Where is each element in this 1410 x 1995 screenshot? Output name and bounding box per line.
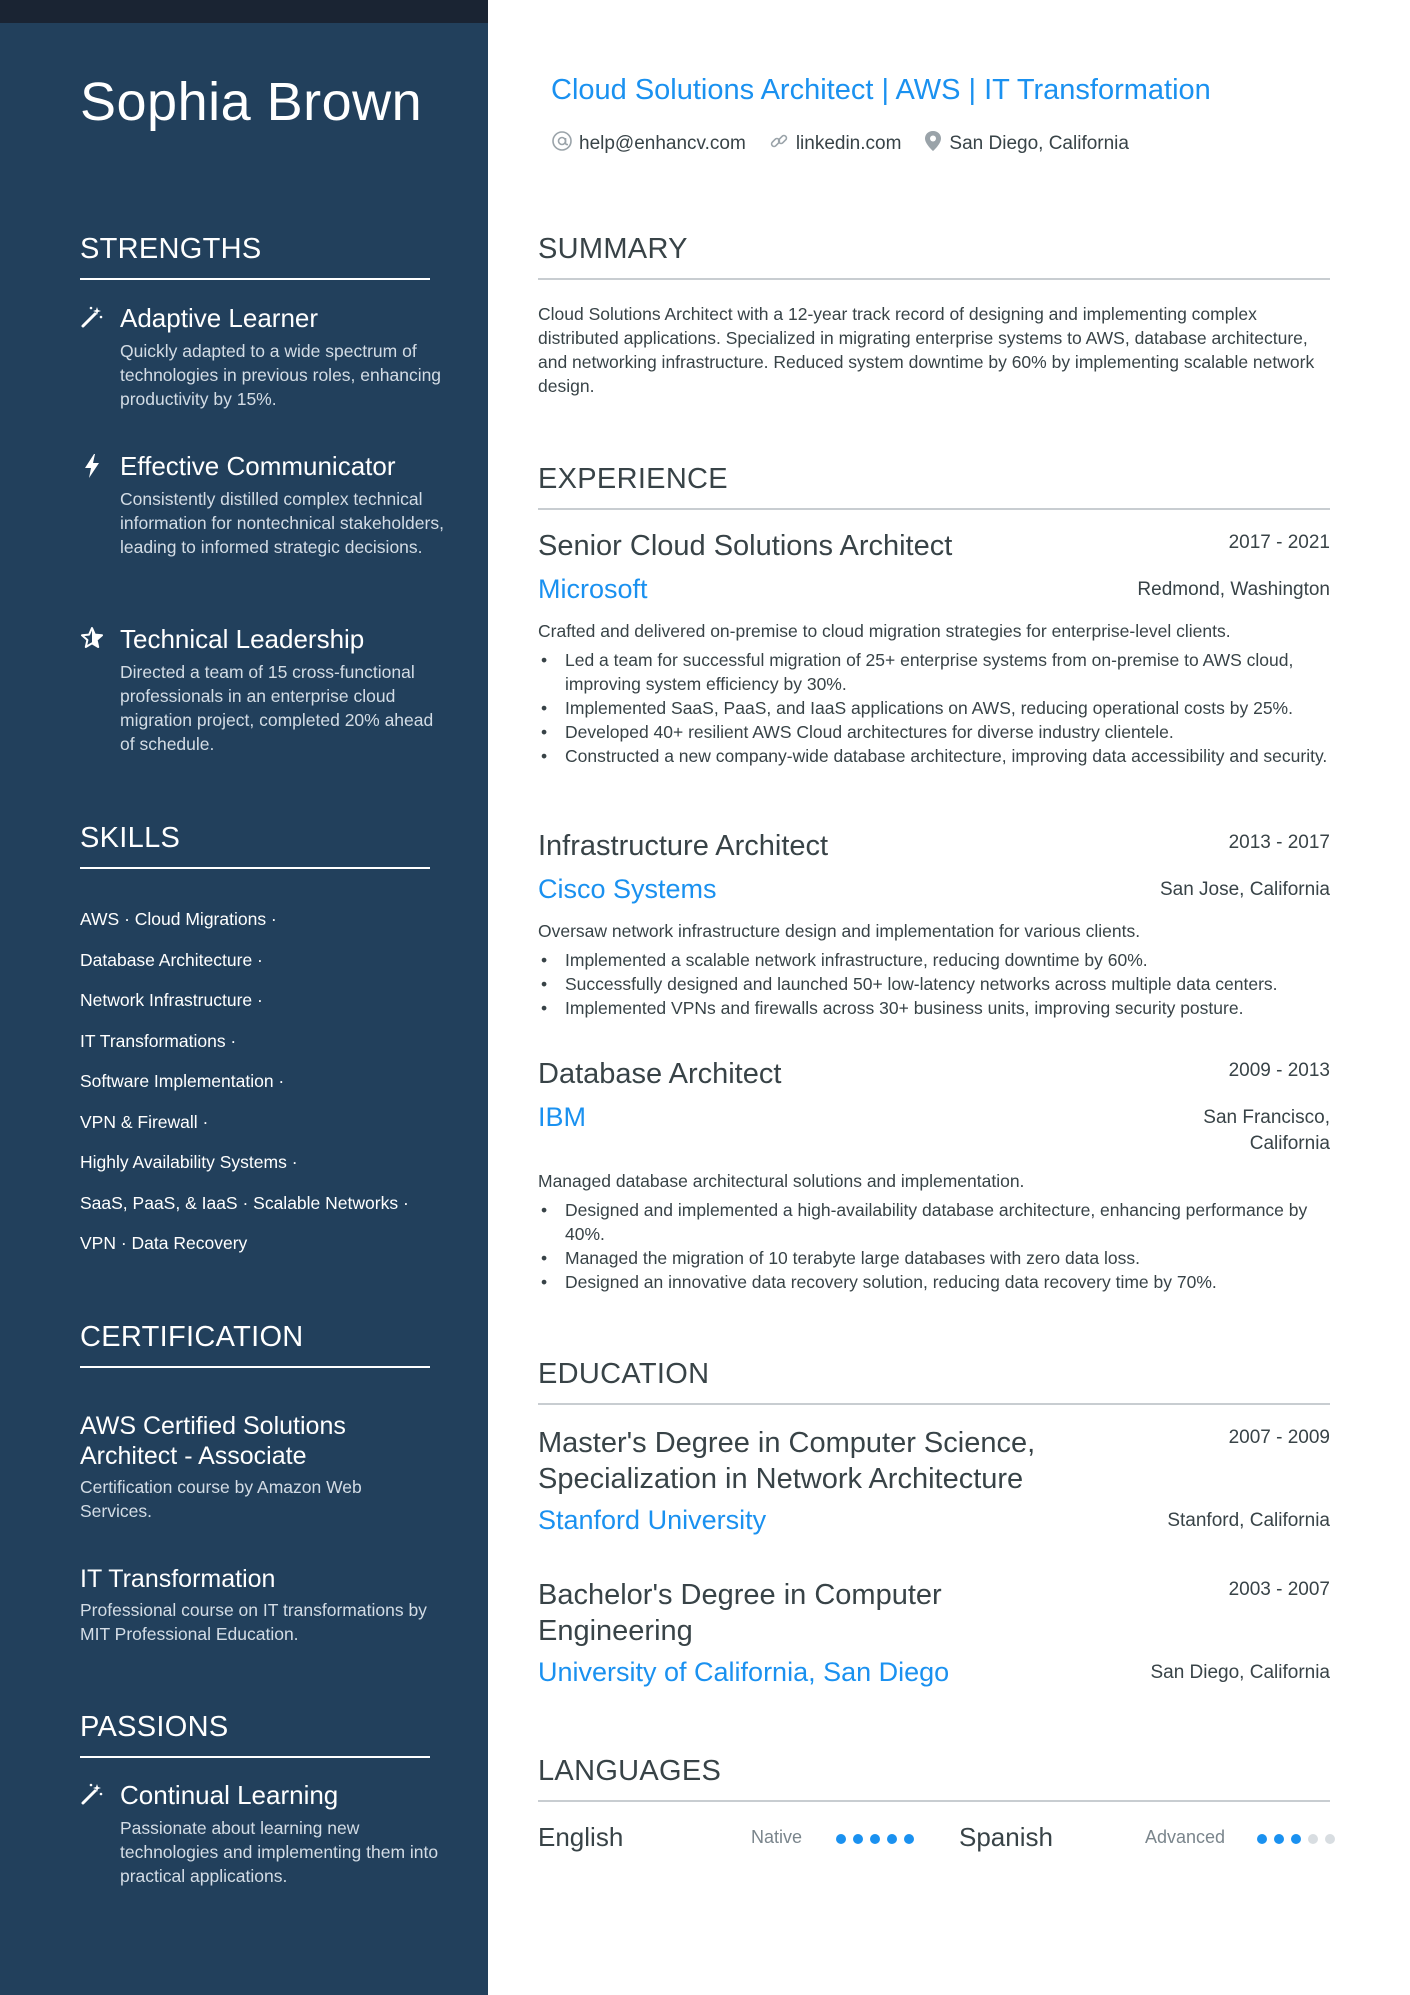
sidebar — [0, 0, 488, 1995]
degree-title — [538, 1425, 1035, 1497]
job-dates: 2017 - 2021 — [1228, 532, 1330, 553]
experience-entry — [538, 830, 1330, 1020]
certification-title: AWS Certified Solutions Architect - Associate — [80, 1412, 346, 1470]
strength-title: Effective Communicator — [120, 451, 396, 481]
school-location: San Diego, California — [1150, 1662, 1330, 1683]
skill-line: IT Transformations · — [80, 1030, 237, 1051]
passion-title: Continual Learning — [120, 1780, 339, 1810]
location-pin-icon — [923, 130, 949, 158]
contact-linkedin[interactable] — [768, 130, 902, 158]
job-title: Senior Cloud Solutions Architect — [538, 530, 953, 562]
passion-desc: Passionate about learning new technologies and implementing them into practical applications. — [120, 1818, 439, 1886]
education-entry — [538, 1425, 1330, 1555]
email-text: help@enhancv.com — [579, 133, 746, 154]
job-dates: 2009 - 2013 — [1228, 1060, 1330, 1081]
job-description: Managed database architectural solutions and implementation. — [538, 1171, 1025, 1191]
job-bullet: • Designed and implemented a high-availability database architecture, enhancing performance by 40%. — [538, 1198, 1330, 1246]
job-bullets — [538, 648, 1330, 768]
magic-wand-icon — [80, 1782, 104, 1808]
summary-heading: SUMMARY — [538, 233, 1330, 280]
rating-dot-filled — [870, 1834, 880, 1844]
certification-desc: Professional course on IT transformations by MIT Professional Education. — [80, 1600, 427, 1644]
job-location-line: San Francisco, — [1203, 1107, 1330, 1128]
education-dates: 2007 - 2009 — [1228, 1427, 1330, 1448]
job-bullet: • Developed 40+ resilient AWS Cloud architectures for diverse industry clientele. — [538, 720, 1330, 744]
experience-heading: EXPERIENCE — [538, 463, 1330, 510]
main-content — [538, 0, 1330, 1995]
language-level: Advanced — [1145, 1827, 1226, 1847]
certification-heading: CERTIFICATION — [80, 1321, 430, 1368]
job-location: Redmond, Washington — [1137, 579, 1330, 600]
degree-line: Specialization in Network Architecture — [538, 1463, 1024, 1495]
skills-list — [80, 909, 440, 1274]
job-title: Database Architect — [538, 1058, 782, 1090]
skill-line: Network Infrastructure · — [80, 990, 263, 1010]
job-bullets — [538, 1198, 1330, 1294]
rating-dot-filled — [1291, 1834, 1301, 1844]
language-level: Native — [751, 1827, 803, 1847]
languages-row — [538, 1822, 1330, 1858]
strength-desc: Consistently distilled complex technical information for nontechnical stakeholders, leading to informed strategic decisions. — [120, 489, 444, 557]
languages-heading: LANGUAGES — [538, 1755, 1330, 1802]
degree-line: Bachelor's Degree in Computer — [538, 1579, 942, 1611]
experience-entry — [538, 530, 1330, 800]
rating-dot-empty — [1308, 1834, 1318, 1844]
job-description: Oversaw network infrastructure design and implementation for various clients. — [538, 921, 1141, 941]
certification-title: IT Transformation — [80, 1565, 276, 1593]
contact-email[interactable] — [551, 130, 746, 158]
skill-line: Software Implementation · — [80, 1071, 285, 1091]
rating-dot-filled — [1274, 1834, 1284, 1844]
language-name: English — [538, 1822, 624, 1852]
language-name: Spanish — [959, 1822, 1053, 1852]
job-location-line: California — [1249, 1133, 1330, 1154]
job-bullet: • Managed the migration of 10 terabyte large databases with zero data loss. — [538, 1246, 1330, 1270]
at-sign-icon — [551, 130, 579, 158]
passions-heading: PASSIONS — [80, 1711, 430, 1758]
job-bullet: • Constructed a new company-wide database architecture, improving data accessibility and security. — [538, 744, 1330, 768]
degree-title — [538, 1577, 942, 1649]
star-icon — [80, 626, 104, 652]
job-dates: 2013 - 2017 — [1228, 832, 1330, 853]
education-dates: 2003 - 2007 — [1228, 1579, 1330, 1600]
education-heading: EDUCATION — [538, 1358, 1330, 1405]
language-rating — [836, 1834, 921, 1844]
strength-desc: Quickly adapted to a wide spectrum of technologies in previous roles, enhancing productivity by 15%. — [120, 341, 442, 409]
job-bullet: • Implemented a scalable network infrastructure, reducing downtime by 60%. — [538, 948, 1330, 972]
job-location — [1203, 1105, 1330, 1157]
lightning-bolt-icon — [80, 453, 104, 479]
job-bullets — [538, 948, 1330, 1020]
skill-line: VPN & Firewall · — [80, 1111, 209, 1132]
certification-item — [80, 1411, 430, 1523]
degree-line: Engineering — [538, 1615, 693, 1647]
job-description: Crafted and delivered on-premise to cloud migration strategies for enterprise-level clients. — [538, 621, 1231, 641]
headline: Cloud Solutions Architect | AWS | IT Transformation — [551, 74, 1211, 106]
candidate-name: Sophia Brown — [80, 72, 423, 132]
certification-item — [80, 1564, 430, 1646]
job-bullet: • Implemented SaaS, PaaS, and IaaS applications on AWS, reducing operational costs by 25%. — [538, 696, 1330, 720]
strengths-heading: STRENGTHS — [80, 233, 430, 280]
job-bullet: • Designed an innovative data recovery solution, reducing data recovery time by 70%. — [538, 1270, 1330, 1294]
education-entry — [538, 1577, 1330, 1707]
rating-dot-filled — [904, 1834, 914, 1844]
rating-dot-filled — [1257, 1834, 1267, 1844]
job-company: IBM — [538, 1102, 587, 1132]
strength-desc: Directed a team of 15 cross-functional professionals in an enterprise cloud migration project, completed 20% ahead of schedule. — [120, 662, 434, 754]
school-name: University of California, San Diego — [538, 1657, 950, 1687]
school-location: Stanford, California — [1167, 1510, 1330, 1531]
rating-dot-filled — [853, 1834, 863, 1844]
skill-line: Highly Availability Systems · — [80, 1152, 298, 1172]
summary-text: Cloud Solutions Architect with a 12-year track record of designing and implementing complex distributed applications. Specialized in migrating enterprise systems to AWS, database architecture, and networking infrastructure. Reduced system downtime by 60% by implementing scalable network design. — [538, 304, 1315, 396]
rating-dot-empty — [1325, 1834, 1335, 1844]
rating-dot-filled — [887, 1834, 897, 1844]
skill-line: VPN · Data Recovery — [80, 1233, 248, 1253]
job-bullet: • Successfully designed and launched 50+ low-latency networks across multiple data centers. — [538, 972, 1330, 996]
magic-wand-icon — [80, 305, 104, 331]
contact-bar — [551, 130, 1151, 158]
job-location: San Jose, California — [1159, 879, 1330, 900]
skill-line: Database Architecture · — [80, 949, 263, 970]
location-text: San Diego, California — [949, 133, 1129, 154]
rating-dot-filled — [836, 1834, 846, 1844]
job-bullet: • Implemented VPNs and firewalls across 30+ business units, improving security posture. — [538, 996, 1330, 1020]
skills-heading: SKILLS — [80, 822, 430, 869]
degree-line: Master's Degree in Computer Science, — [538, 1427, 1036, 1459]
experience-entry — [538, 1058, 1330, 1298]
certification-desc: Certification course by Amazon Web Services. — [80, 1477, 362, 1521]
link-icon — [768, 130, 796, 158]
school-name: Stanford University — [538, 1505, 767, 1535]
language-rating — [1257, 1834, 1342, 1844]
skill-line: AWS · Cloud Migrations · — [80, 909, 277, 929]
job-company: Microsoft — [538, 574, 648, 604]
job-bullet: • Led a team for successful migration of 25+ enterprise systems from on-premise to AWS cloud, improving system efficiency by 30%. — [538, 648, 1330, 696]
linkedin-text: linkedin.com — [795, 133, 902, 154]
strength-title: Technical Leadership — [120, 624, 365, 654]
skill-line: SaaS, PaaS, & IaaS · Scalable Networks · — [80, 1192, 409, 1213]
contact-location — [923, 130, 1129, 158]
strength-title: Adaptive Learner — [120, 303, 319, 333]
job-company: Cisco Systems — [538, 874, 717, 904]
job-title: Infrastructure Architect — [538, 830, 829, 862]
